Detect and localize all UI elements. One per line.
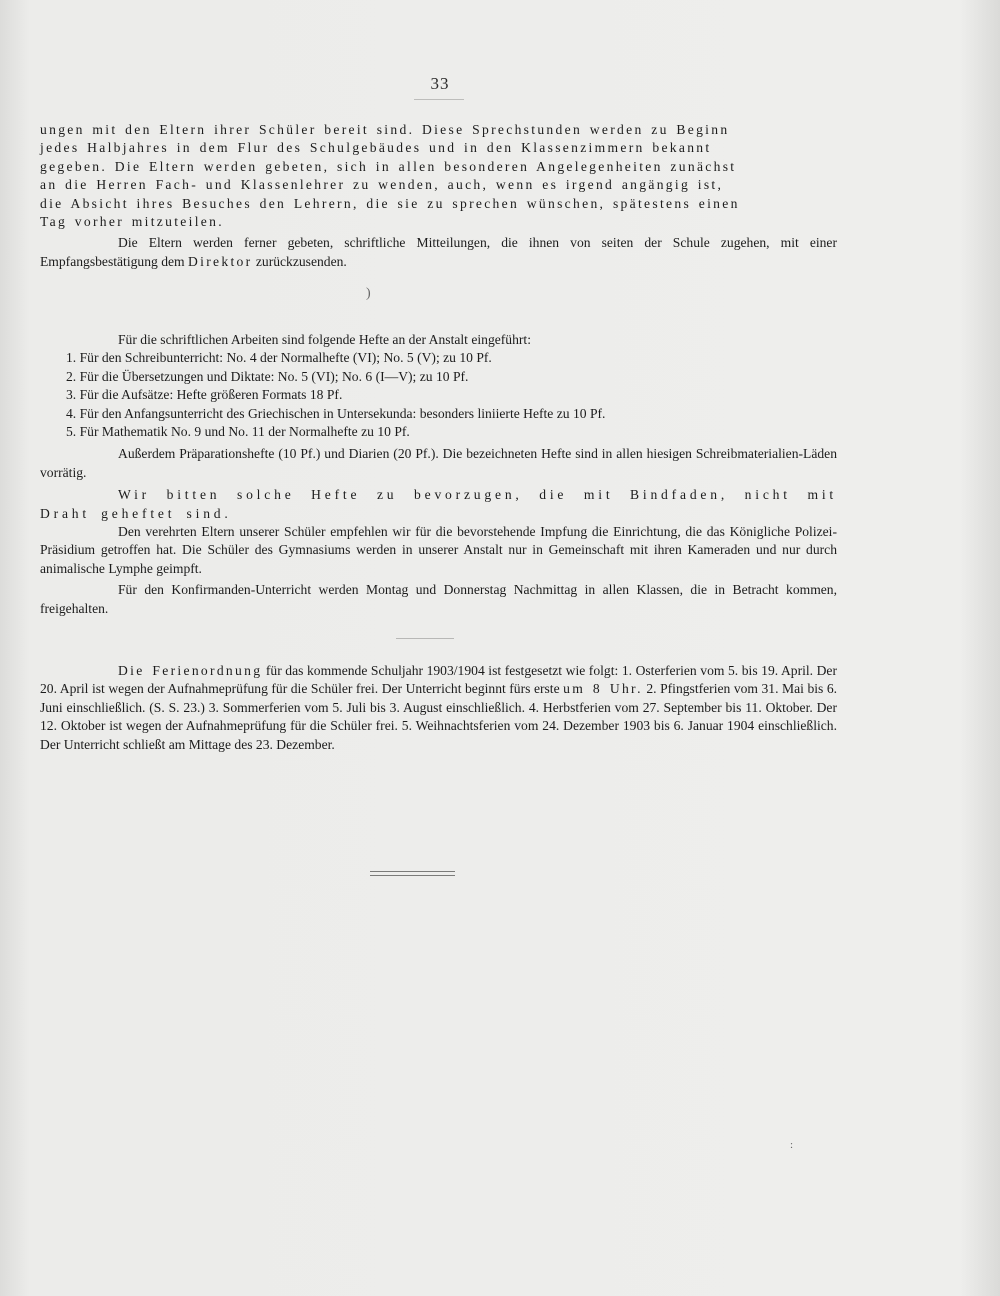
notebook-item-3: 3. Für die Aufsätze: Hefte größeren Formats 18 Pf.: [66, 387, 343, 403]
notebook-item-2: 2. Für die Übersetzungen und Diktate: No. 5 (VI); No. 6 (I—V); zu 10 Pf.: [66, 368, 469, 384]
end-rule-bottom: [370, 875, 455, 876]
notebook-item-4: 4. Für den Anfangsunterricht des Griechischen in Untersekunda: besonders liniierte Hefte zu 10 Pf.: [66, 405, 606, 421]
holidays-section: [40, 662, 837, 754]
direktor-word: Direktor: [188, 253, 253, 269]
receipt-text-a: Die Eltern werden ferner gebeten, schriftliche Mitteilungen, die ihnen von seiten der Schule zugehen, mit einer Empfangsbestätigung dem: [40, 235, 837, 269]
consultation-line-1: ungen mit den Eltern ihrer Schüler bereit sind. Diese Sprechstunden werden zu Beginn: [40, 122, 730, 137]
notebooks-intro: Für die schriftlichen Arbeiten sind folgende Hefte an der Anstalt eingeführt:: [118, 332, 531, 347]
holidays-text-b: 2. Pfingstferien vom 31. Mai bis 6. Juni einschließlich. (S. S. 23.) 3. Sommerferien vom 5. Juli bis 3. August einschließlich. 4. Herbstferien vom 27. September bis 11. Oktober. Der 12. Oktober ist wegen der Aufnahmeprüfung für die Schüler frei. 5. Weihnachtsferien vom 24. Dezember 1903 bis 6. Januar 1904 einschließlich. Der Unterricht schließt am Mittage des 23. Dezember.: [40, 681, 838, 752]
confirmation-class-paragraph: Für den Konfirmanden-Unterricht werden Montag und Donnerstag Nachmittag in allen Klassen, die in Betracht kommen, freigehalten.: [40, 582, 837, 616]
holidays-paragraph: [40, 662, 837, 754]
scan-mark-bottom: :: [790, 1139, 794, 1151]
holidays-text-a: für das kommende Schuljahr 1903/1904 ist festgesetzt wie folgt: 1. Osterferien vom 5. bis 19. April. Der 20. April ist wegen der Aufnahmeprüfung für die Schüler frei. Der Unterricht beginnt fürs erste: [40, 663, 837, 697]
start-time: um 8 Uhr.: [563, 681, 643, 697]
binding-request-paragraph: Wir bitten solche Hefte zu bevorzugen, die mit Bindfaden, nicht mit Draht geheftet sind.: [40, 487, 837, 521]
consultation-line-2: jedes Halbjahres in dem Flur des Schulgebäudes und in den Klassenzimmern bekannt: [40, 140, 712, 156]
receipt-paragraph: [40, 234, 837, 271]
end-rule-top: [370, 871, 455, 872]
notebooks-section: [40, 328, 837, 618]
scan-mark: ): [366, 286, 371, 301]
consultation-line-6: Tag vorher mitzuteilen.: [40, 214, 224, 230]
page-number: 33: [430, 74, 450, 93]
vaccination-paragraph: Den verehrten Eltern unserer Schüler empfehlen wir für die bevorstehende Impfung die Einrichtung, die das Königliche Polizei-Präsidium getroffen hat. Die Schüler des Gymnasiums werden in unserer Anstalt nur in Gemeinschaft mit ihren Kameraden und nur durch animalische Lymphe geimpft.: [40, 524, 837, 576]
section-divider: [396, 638, 454, 639]
receipt-text-b: zurückzusenden.: [255, 253, 347, 269]
holidays-lead: Die Ferienordnung: [118, 663, 263, 678]
consultation-line-4: an die Herren Fach- und Klassenlehrer zu wenden, auch, wenn es irgend angängig ist,: [40, 177, 724, 193]
notebook-item-5: 5. Für Mathematik No. 9 und No. 11 der Normalhefte zu 10 Pf.: [66, 424, 410, 440]
page-number-rule: [414, 99, 464, 100]
consultation-section: [40, 121, 837, 271]
notebook-item-1: 1. Für den Schreibunterricht: No. 4 der Normalhefte (VI); No. 5 (V); zu 10 Pf.: [66, 350, 492, 366]
consultation-line-3: gegeben. Die Eltern werden gebeten, sich in allen besonderen Angelegenheiten zunächst: [40, 158, 737, 174]
extra-notebooks-paragraph: Außerdem Präparationshefte (10 Pf.) und Diarien (20 Pf.). Die bezeichneten Hefte sind in allen hiesigen Schreibmaterialien-Läden vorrätig.: [40, 446, 837, 480]
consultation-line-5: die Absicht ihres Besuches den Lehrern, die sie zu sprechen wünschen, spätestens einen: [40, 195, 740, 211]
